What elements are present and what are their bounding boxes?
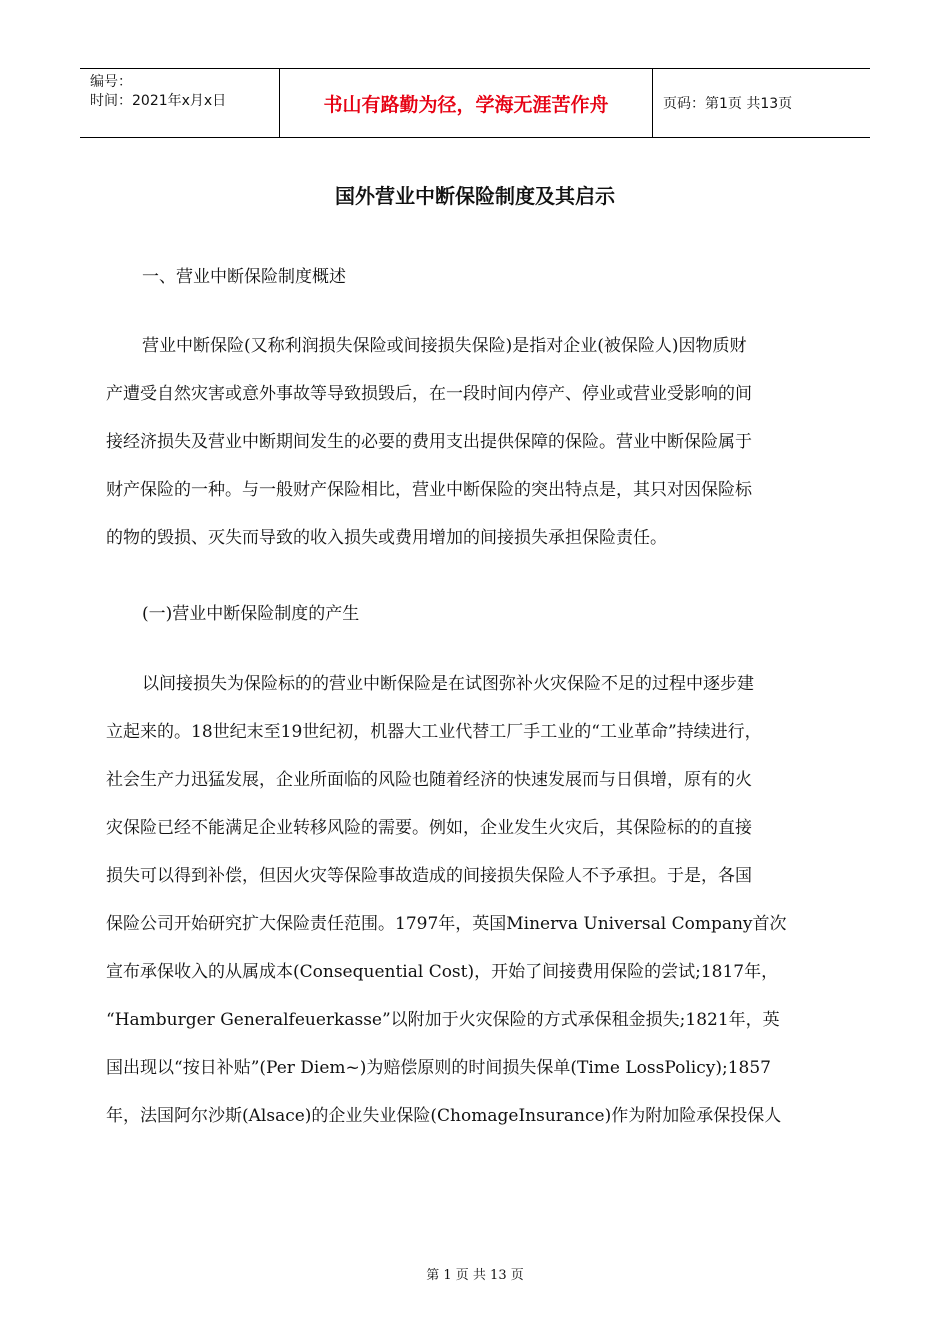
paragraph-line: 灾保险已经不能满足企业转移风险的需要。例如，企业发生火灾后，其保险标的的直接 <box>106 818 752 838</box>
time-label: 时间：2021年x月x日 <box>90 93 227 109</box>
section-heading-text: 一、营业中断保险制度概述 <box>142 267 346 287</box>
document-title: 国外营业中断保险制度及其启示 <box>335 184 615 208</box>
paragraph-line: 的物的毁损、灭失而导致的收入损失或费用增加的间接损失承担保险责任。 <box>106 528 667 548</box>
number-label: 编号： <box>90 74 132 90</box>
paragraph-line: 立起来的。18世纪末至19世纪初，机器大工业代替工厂手工业的“工业革命”持续进行， <box>106 722 762 742</box>
paragraph-line: 国出现以“按日补贴”(Per Diem~)为赔偿原则的时间损失保单(Time LossPolicy);1857 <box>106 1058 771 1078</box>
paragraph-line: 接经济损失及营业中断期间发生的必要的费用支出提供保障的保险。营业中断保险属于 <box>106 432 752 452</box>
paragraph-line: 社会生产力迅猛发展，企业所面临的风险也随着经济的快速发展而与日俱增，原有的火 <box>106 770 752 790</box>
paragraph-line: 以间接损失为保险标的的营业中断保险是在试图弥补火灾保险不足的过程中逐步建 <box>142 674 754 694</box>
motto: 书山有路勤为径，学海无涯苦作舟 <box>280 69 653 137</box>
page-footer: 第 1 页 共 13 页 <box>426 1268 524 1283</box>
paragraph-2 <box>106 660 836 1140</box>
subsection-heading <box>106 590 836 638</box>
paragraph-line: 保险公司开始研究扩大保险责任范围。1797年，英国Minerva Universal Company首次 <box>106 914 787 934</box>
paragraph-line: “Hamburger Generalfeuerkasse”以附加于火灾保险的方式承保租金损失;1821年，英 <box>106 1010 780 1030</box>
page-code: 页码：第1页 共13页 <box>663 96 793 112</box>
header-meta <box>80 69 280 137</box>
paragraph-line: 财产保险的一种。与一般财产保险相比，营业中断保险的突出特点是，其只对因保险标 <box>106 480 752 500</box>
paragraph-line: 宣布承保收入的从属成本(Consequential Cost)，开始了间接费用保险的尝试;1817年， <box>106 962 779 982</box>
paragraph-1 <box>106 322 836 562</box>
section-heading <box>106 253 836 301</box>
paragraph-line: 营业中断保险(又称利润损失保险或间接损失保险)是指对企业(被保险人)因物质财 <box>142 336 747 356</box>
document-header <box>80 68 870 138</box>
paragraph-line: 损失可以得到补偿，但因火灾等保险事故造成的间接损失保险人不予承担。于是，各国 <box>106 866 752 886</box>
subsection-heading-text: (一)营业中断保险制度的产生 <box>142 604 360 624</box>
paragraph-line: 年，法国阿尔沙斯(Alsace)的企业失业保险(ChomageInsurance)作为附加险承保投保人 <box>106 1106 782 1126</box>
paragraph-line: 产遭受自然灾害或意外事故等导致损毁后，在一段时间内停产、停业或营业受影响的间 <box>106 384 752 404</box>
